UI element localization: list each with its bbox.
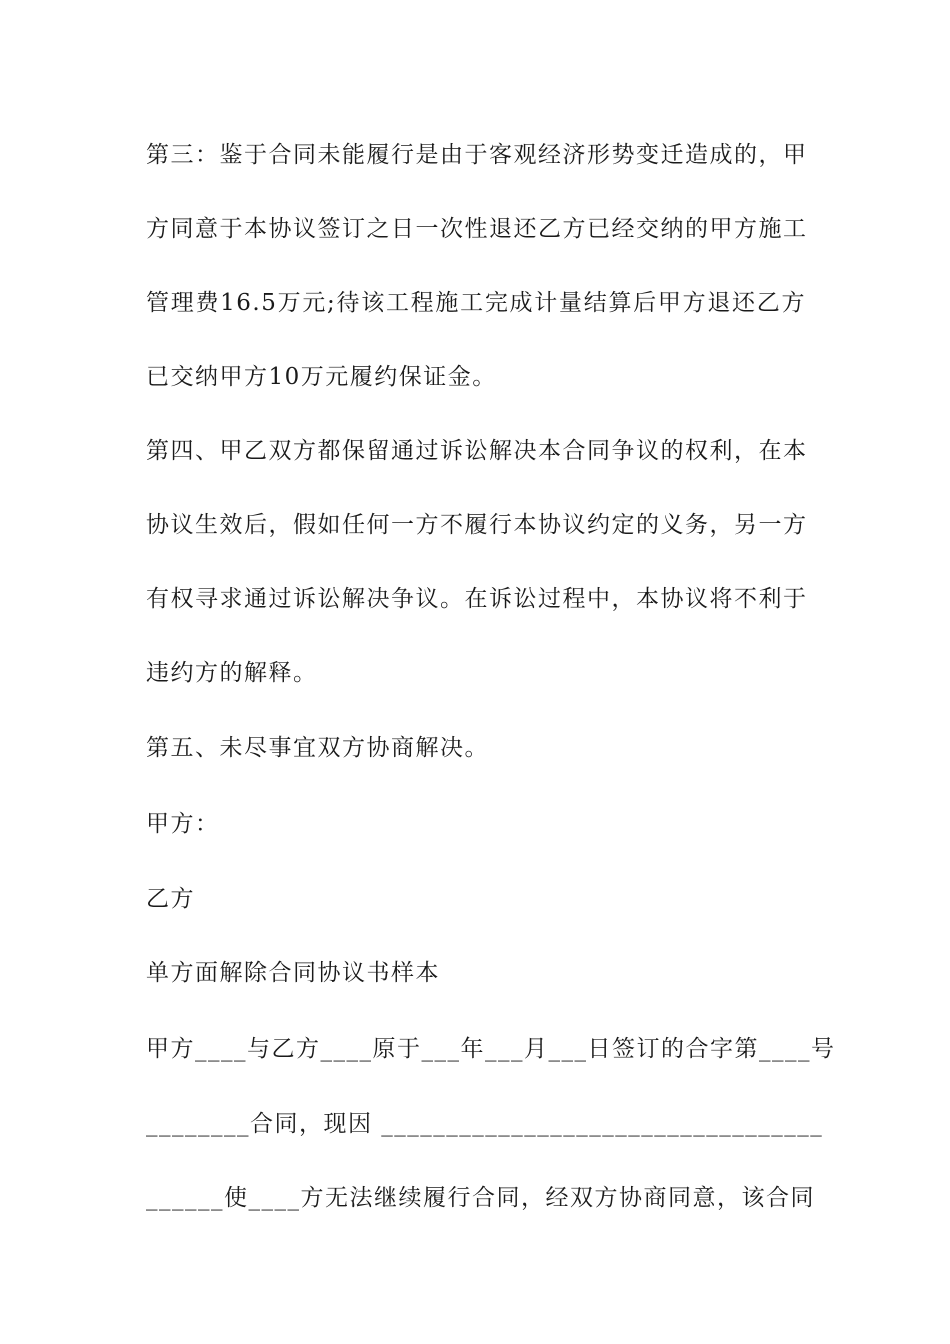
paragraph-4-line-2: 协议生效后，假如任何一方不履行本协议约定的义务，另一方: [146, 512, 808, 538]
section-title: 单方面解除合同协议书样本: [146, 960, 440, 986]
party-b-label: 乙方: [146, 886, 195, 912]
paragraph-4-line-4: 违约方的解释。: [146, 660, 318, 686]
paragraph-5: 第五、未尽事宜双方协商解决。: [146, 735, 489, 761]
paragraph-4-line-3: 有权寻求通过诉讼解决争议。在诉讼过程中，本协议将不利于: [146, 586, 808, 612]
template-line-3: ______使____方无法继续履行合同，经双方协商同意，该合同: [146, 1185, 815, 1211]
paragraph-3-line-1: 第三：鉴于合同未能履行是由于客观经济形势变迁造成的，甲: [146, 142, 808, 168]
paragraph-4-line-1: 第四、甲乙双方都保留通过诉讼解决本合同争议的权利，在本: [146, 438, 808, 464]
party-a-label: 甲方：: [146, 811, 220, 837]
paragraph-3-line-3: 管理费16.5万元;待该工程施工完成计量结算后甲方退还乙方: [146, 290, 806, 316]
paragraph-3-line-4: 已交纳甲方10万元履约保证金。: [146, 364, 497, 390]
paragraph-3-line-2: 方同意于本协议签订之日一次性退还乙方已经交纳的甲方施工: [146, 216, 808, 242]
template-line-2: ________合同，现因 __________________________________: [146, 1111, 824, 1137]
template-line-1: 甲方____与乙方____原于___年___月___日签订的合字第____号: [146, 1036, 836, 1062]
